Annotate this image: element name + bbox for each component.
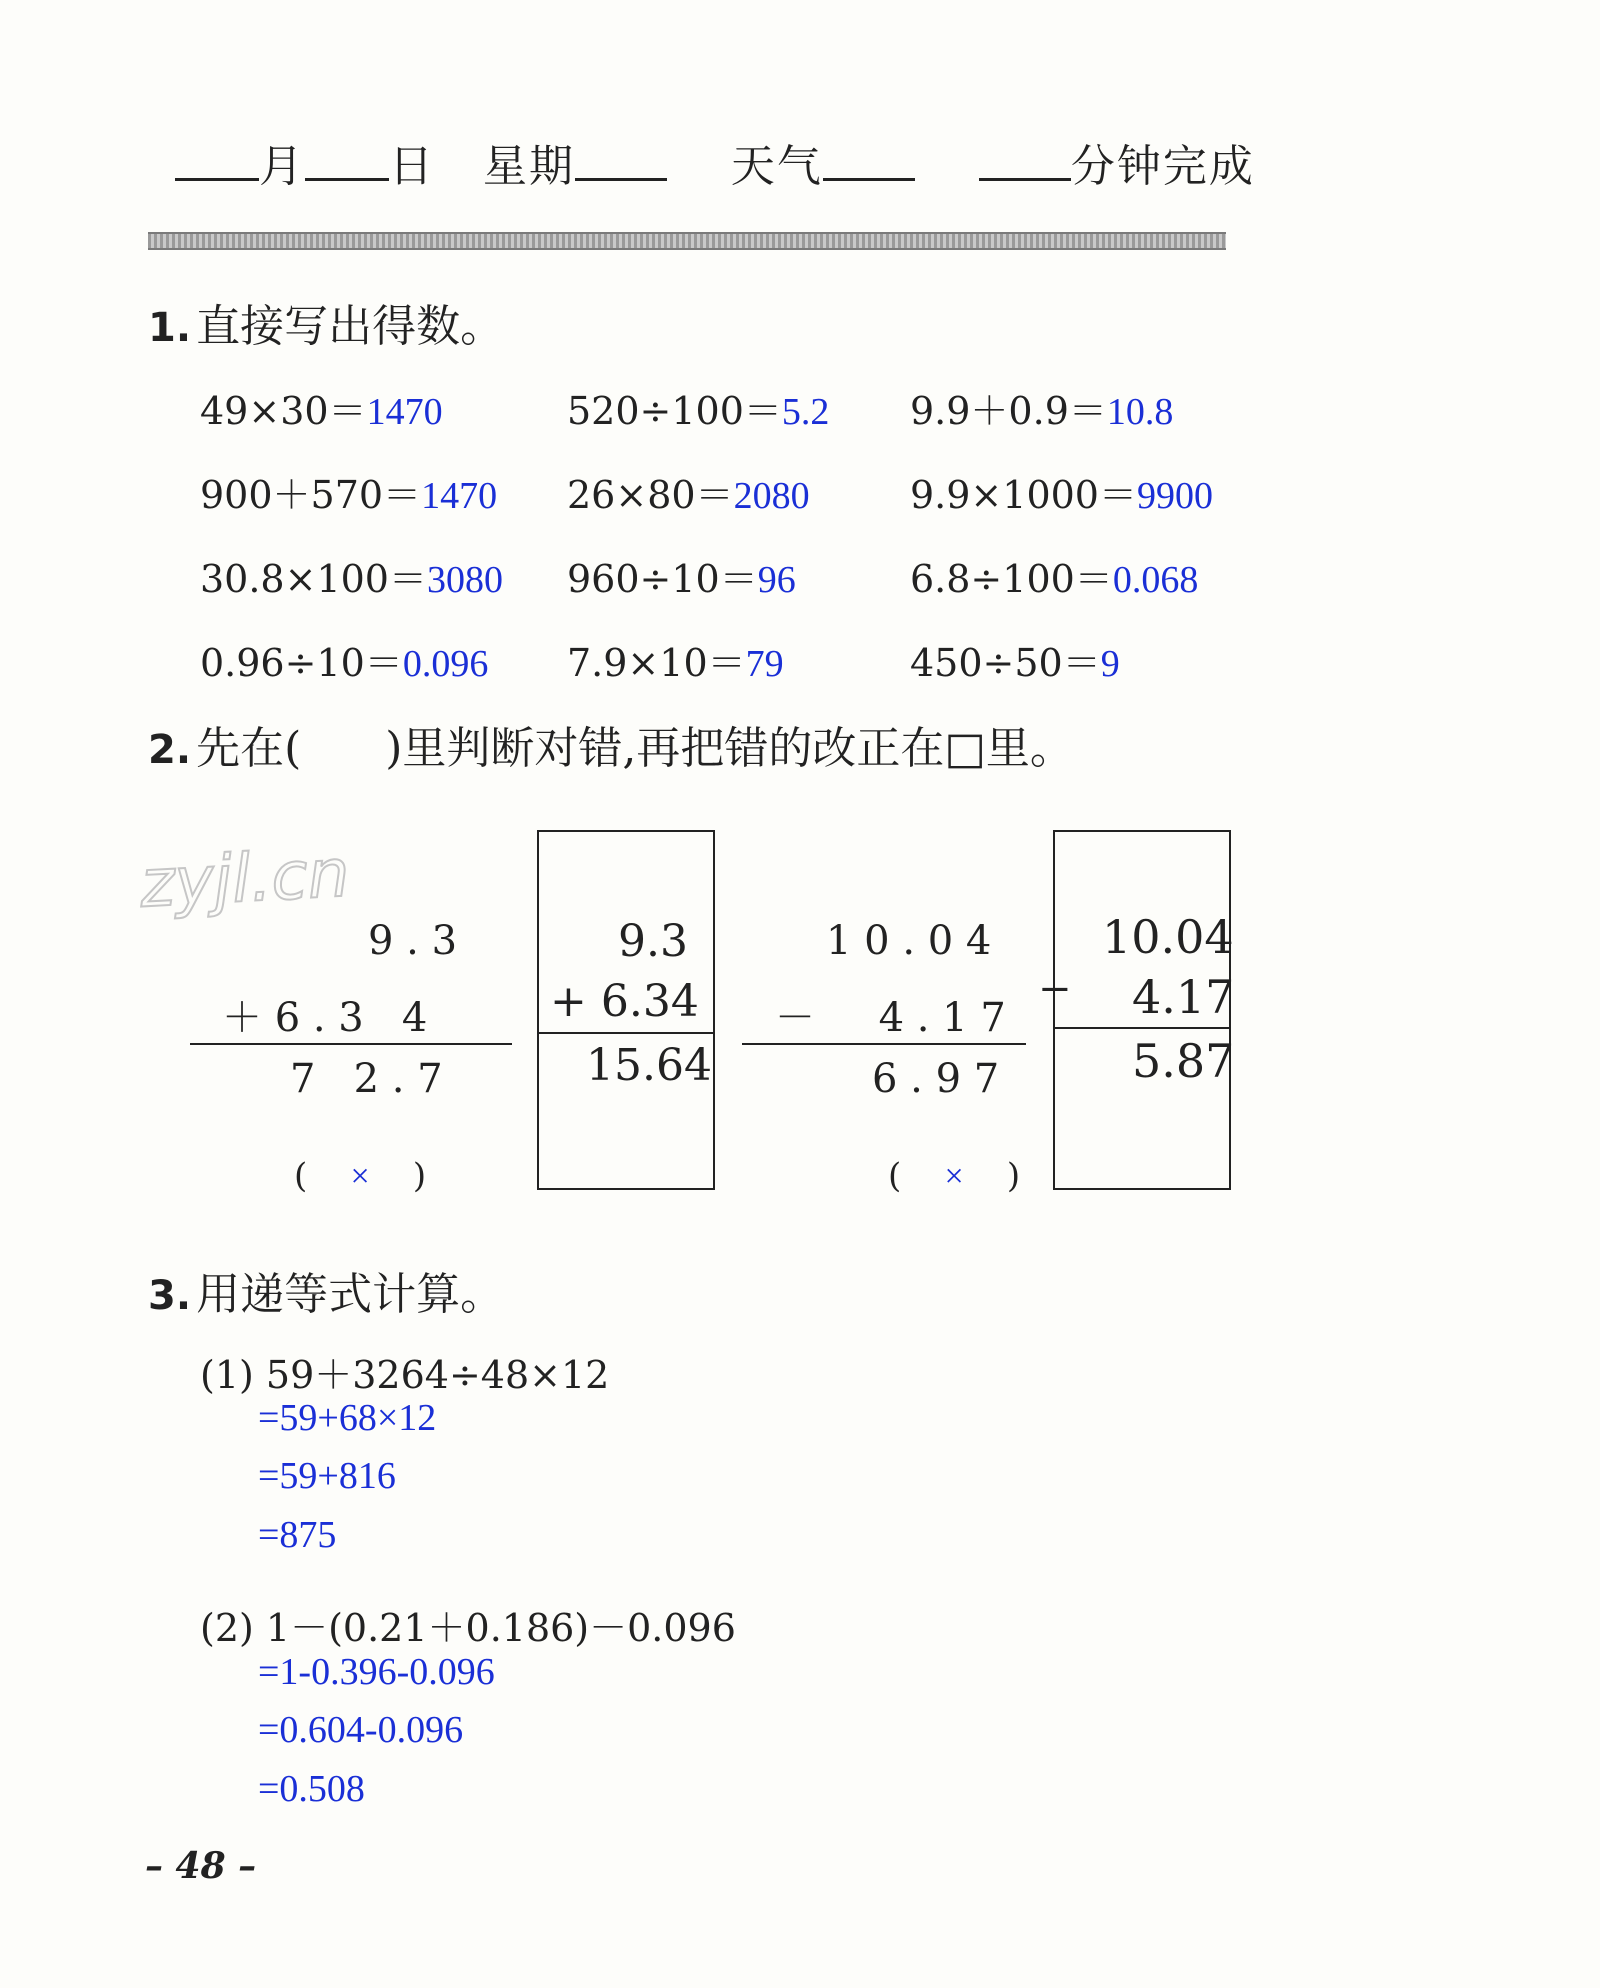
q1-expr: 7.9×10＝ [567, 641, 746, 685]
left-top-operand: 9 . 3 [368, 918, 458, 964]
week-blank [575, 140, 667, 181]
watermark: zyjl.cn [138, 834, 352, 923]
q1-answer: 9 [1100, 643, 1120, 685]
q1-expr: 960÷10＝ [567, 557, 758, 601]
header-rule [148, 232, 1226, 250]
q3-part1-expr: (1) 59＋3264÷48×12 [200, 1353, 610, 1397]
paren-open: ( [294, 1156, 308, 1196]
month-label: 月 [259, 141, 305, 192]
q1-item [910, 380, 1173, 435]
left-box-second: + 6.34 [550, 976, 699, 1027]
q1-expr: 30.8×100＝ [200, 557, 427, 601]
q1-answer: 5.2 [781, 391, 830, 433]
q1-answer: 1470 [366, 391, 443, 433]
week-label: 星期 [482, 141, 575, 192]
q3-part1-step: =59+816 [258, 1455, 396, 1497]
q3-part2-step: =1-0.396-0.096 [258, 1651, 495, 1693]
q1-item [567, 464, 810, 519]
q1-item [200, 548, 503, 603]
q1-heading [148, 290, 504, 354]
right-box-result: 5.87 [1132, 1034, 1235, 1088]
q1-item [910, 548, 1198, 603]
q3-part1-step: =875 [258, 1514, 337, 1556]
q1-item [567, 632, 784, 687]
q1-expr: 49×30＝ [200, 389, 367, 433]
q2-title: 先在( )里判断对错,再把错的改正在□里。 [196, 723, 1074, 774]
weather-label: 天气 [730, 141, 823, 192]
right-result: 6 . 9 7 [872, 1056, 1000, 1102]
right-box-line [1053, 1027, 1231, 1029]
q1-answer: 1470 [421, 475, 498, 517]
q1-answer: 96 [757, 559, 796, 601]
left-box-line [537, 1032, 715, 1034]
paren-close: ) [1006, 1156, 1021, 1196]
q1-item [200, 464, 497, 519]
left-result: 7 2 . 7 [290, 1056, 443, 1102]
q1-expr: 900＋570＝ [200, 473, 422, 517]
minutes-label: 分钟完成 [1070, 141, 1255, 192]
left-sum-line [190, 1043, 512, 1045]
q1-expr: 9.9×1000＝ [910, 473, 1137, 517]
q1-answer: 3080 [426, 559, 503, 601]
q3-part2-step: =0.508 [258, 1768, 365, 1810]
q1-item [200, 632, 488, 687]
left-second-operand: ＋ 6 . 3 4 [222, 995, 428, 1041]
q1-expr: 9.9＋0.9＝ [910, 389, 1107, 433]
month-blank [175, 140, 259, 181]
q1-answer: 79 [745, 643, 784, 685]
q2-number: 2. [148, 727, 192, 773]
q1-item [200, 380, 443, 435]
weather-blank [823, 140, 915, 181]
q3-title: 用递等式计算。 [196, 1269, 505, 1320]
q1-title: 直接写出得数。 [196, 301, 505, 352]
paren-close: ) [412, 1156, 427, 1196]
q3-part2-expr: (2) 1－(0.21＋0.186)－0.096 [200, 1606, 736, 1650]
q1-item [567, 548, 796, 603]
q1-answer: 2080 [733, 475, 810, 517]
page-number: – 48 – [145, 1845, 257, 1887]
q1-expr: 520÷100＝ [567, 389, 782, 433]
right-box-top: 10.04 [1102, 910, 1234, 964]
q1-expr: 26×80＝ [567, 473, 734, 517]
q1-item [910, 464, 1213, 519]
right-second-operand: － 4 . 1 7 [775, 995, 1006, 1041]
q1-answer: 0.096 [402, 643, 489, 685]
q1-expr: 0.96÷10＝ [200, 641, 403, 685]
q1-number: 1. [148, 305, 192, 351]
header-line [175, 130, 1255, 194]
left-box-result: 15.64 [586, 1040, 712, 1091]
paren-open: ( [888, 1156, 902, 1196]
q1-expr: 450÷50＝ [910, 641, 1101, 685]
q1-answer: 0.068 [1112, 559, 1199, 601]
left-judge-mark: × [350, 1158, 370, 1195]
q3-number: 3. [148, 1273, 192, 1319]
minutes-blank [979, 140, 1071, 181]
q3-part2-step: =0.604-0.096 [258, 1709, 464, 1751]
q3-heading [148, 1258, 504, 1322]
left-judgement [294, 1156, 426, 1196]
q2-heading [148, 712, 1074, 776]
q1-expr: 6.8÷100＝ [910, 557, 1113, 601]
right-judgement [888, 1156, 1020, 1196]
right-diff-line [742, 1043, 1026, 1045]
day-blank [305, 140, 389, 181]
q1-item [567, 380, 829, 435]
q1-answer: 9900 [1136, 475, 1213, 517]
right-box-minus: − [1038, 966, 1072, 1012]
day-label: 日 [389, 141, 435, 192]
right-box-second: 4.17 [1132, 970, 1235, 1024]
left-box-top: 9.3 [618, 916, 688, 967]
q1-answer: 10.8 [1106, 391, 1174, 433]
right-top-operand: 1 0 . 0 4 [826, 918, 992, 964]
q3-part1-step: =59+68×12 [258, 1397, 437, 1439]
right-judge-mark: × [944, 1158, 964, 1195]
q1-item [910, 632, 1120, 687]
